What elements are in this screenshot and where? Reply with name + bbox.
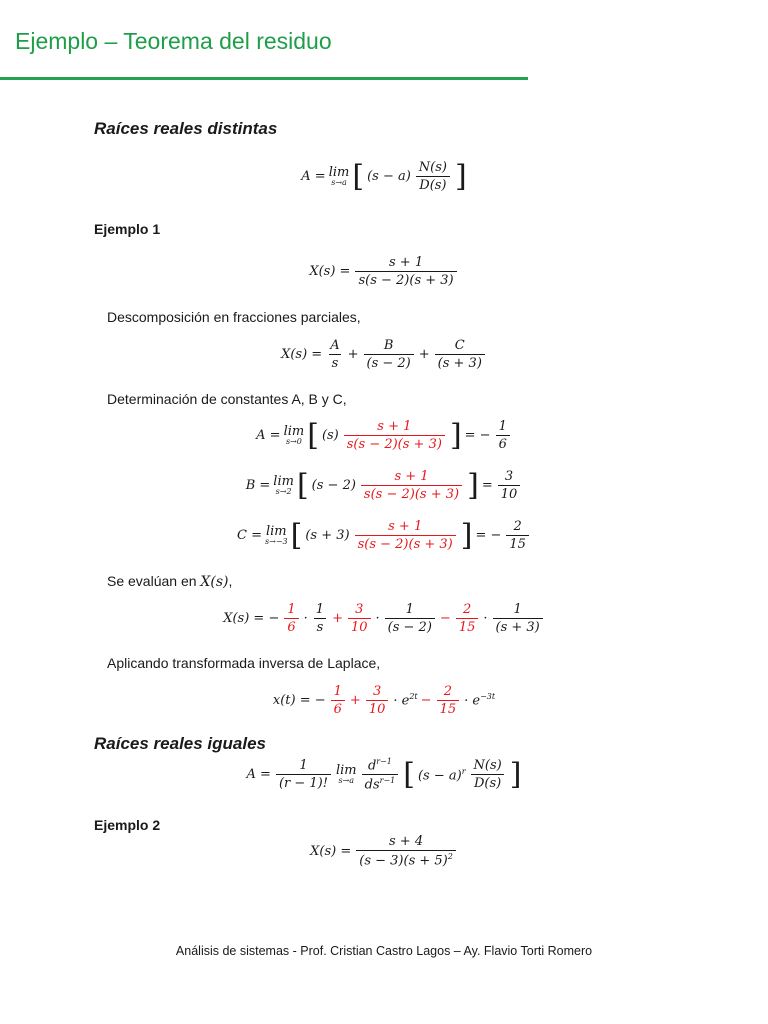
- equation-residue-distinct: A = lim s→a [ (s − a) $\frac{N(s)}{D(s)}$ ]: [301, 158, 467, 194]
- section-heading-distinct: Raíces reales distintas: [94, 119, 278, 138]
- equation-constant-a: A = lim s→0 [ (s) $\frac{s + 1}{s(s - 2)(s + 3)}$ ] = − $\frac{1}{6}$: [0, 419, 768, 452]
- example-1-label: Ejemplo 1: [94, 221, 161, 237]
- text-inverse-laplace: Aplicando transformada inversa de Laplace,: [107, 655, 381, 671]
- example-2-label: Ejemplo 2: [94, 817, 161, 833]
- text-evaluate-suffix: ,: [228, 573, 233, 589]
- equation-partial-fractions: X(s) = $\frac{A}{s}$ + $\frac{B}{(s - 2)}$ + $\frac{C}{(s + 3)}$: [0, 338, 768, 371]
- text-evaluate: [107, 573, 232, 590]
- section-heading-equal: Raíces reales iguales: [94, 734, 267, 753]
- equation-example-2: X(s) = $\frac{s + 4}{(s - 3)(s + 5)^2}$: [0, 834, 768, 868]
- footer-credits: Análisis de sistemas - Prof. Cristian Castro Lagos – Ay. Flavio Torti Romero: [175, 944, 593, 958]
- text-constants: Determinación de constantes A, B y C,: [107, 391, 347, 407]
- equation-evaluated: X(s) = − $\frac{1}{6}$ · $\frac{1}{s}$ + $\frac{3}{10}$ · $\frac{1}{(s - 2)}$ − $\frac{2}{15}$ · $\frac{1}{(s + 3)}$: [0, 602, 768, 635]
- text-evaluate-prefix: Se evalúan en: [107, 573, 201, 589]
- equation-time-domain: x(t) = − $\frac{1}{6}$ + $\frac{3}{10}$ · $e^{2t}$ − $\frac{2}{15}$ · $e^{-3t}$: [272, 684, 496, 717]
- equation-residue-repeated: A = $\frac{1}{(r - 1)!}$ lim s→a $\frac{d^{r-1}}{ds^{r-1}}$ [ $(s - a)^r$ $\frac{N(s)}{D(s)}$ ]: [246, 756, 522, 793]
- equation-constant-b: B = lim s→2 [ (s − 2) $\frac{s + 1}{s(s - 2)(s + 3)}$ ] = $\frac{3}{10}$: [0, 469, 768, 502]
- equation-example-1: X(s) = $\frac{s + 1}{s(s - 2)(s + 3)}$: [0, 255, 768, 288]
- title-underline: [0, 77, 528, 80]
- slide-title: Ejemplo – Teorema del residuo: [15, 28, 332, 54]
- text-evaluate-math: X(s): [200, 574, 229, 590]
- equation-constant-c: C = lim s→−3 [ (s + 3) $\frac{s + 1}{s(s - 2)(s + 3)}$ ] = − $\frac{2}{15}$: [0, 519, 768, 552]
- text-decomposition: Descomposición en fracciones parciales,: [107, 309, 361, 325]
